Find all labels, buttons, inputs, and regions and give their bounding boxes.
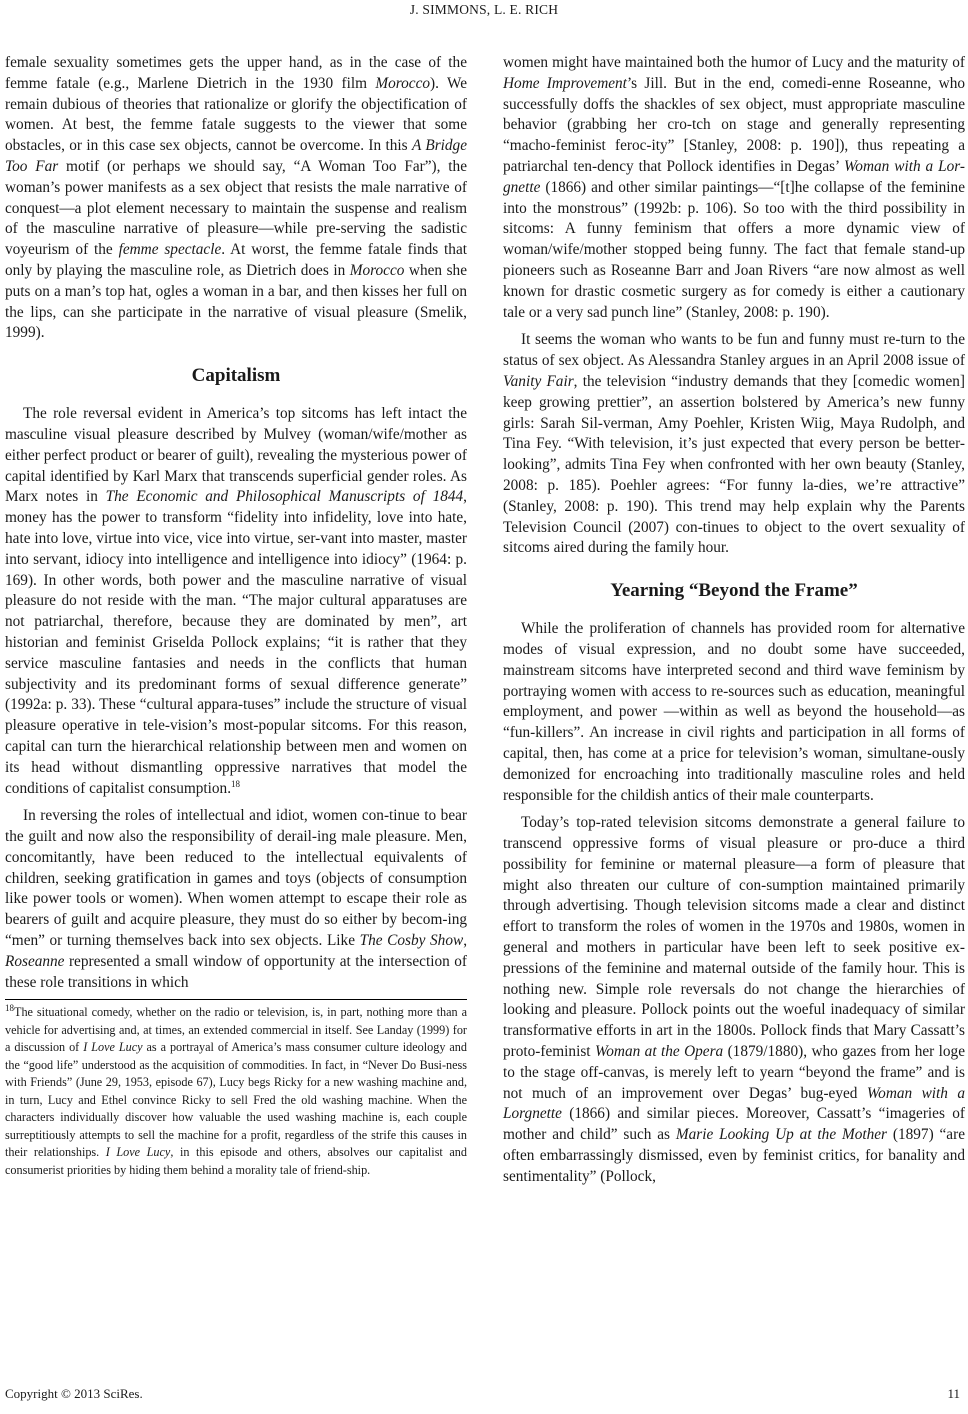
text-run: female sexuality sometimes gets the upper hand, as in the case of the femme fatale (e.g., Marlene Dietrich in the 1930 film <box>5 54 467 92</box>
italic-title: Morocco <box>375 74 431 92</box>
footnote-ref: 18 <box>231 778 241 789</box>
footnote-divider <box>5 999 467 1000</box>
italic-title: I Love Lucy <box>83 1040 143 1055</box>
italic-title: I Love Lucy <box>105 1145 171 1160</box>
italic-title: Vanity Fair <box>503 372 574 390</box>
paragraph <box>503 813 965 1187</box>
text-run: when she puts on a man’s top hat, ogles a woman in a bar, and then kisses her full on the lips, can she participate in the narrative of visual pleasure (Smelik, 1999). <box>5 261 467 342</box>
text-run: women might have maintained both the humor of Lucy and the maturity of <box>503 54 965 71</box>
copyright-notice: Copyright © 2013 SciRes. <box>5 1386 143 1401</box>
paragraph <box>503 53 965 323</box>
page-number: 11 <box>947 1386 960 1401</box>
text-run: While the proliferation of channels has provided room for alternative modes of visual expression, and no doubt some have succeeded, mainstream sitcoms have interpreted second and third wave feminism by portraying women with access to re-sources such as education, meaningful employment, and power —within as well as beyond the household—as “fun-killers”. An increase in civil rights and participation in all forms of capital, then, has come at a price for television’s woman, simultane-ously demonized for encroaching into traditionally masculine roles and held responsible for the childish antics of their male counterparts. <box>503 620 965 804</box>
paragraph <box>5 53 467 344</box>
left-column <box>5 53 467 1179</box>
text-run: , money has the power to transform “fidelity into infidelity, love into hate, hate into love, virtue into vice, vice into virtue, ser-vant into master, master into servant, idiocy into intelligence and intelligence into idiocy” (1964: p. 169). In other words, both power and the masculine narrative of visual pleasure do not reside with the man. “The major cultural apparatuses are not patriarchal, therefore, because they are dominated by men”, art historian and feminist Griselda Pollock explains; “it is rather that they service masculine fantasies and needs in the conflicts that human subjectivity and its predominant forms of sexual difference generate” (1992a: p. 33). These “cultural appara-tuses” include the structure of visual pleasure operative in tele-vision’s most-popular sitcoms. For this reason, capital can turn the hierarchical relationship between men and women on its head without dismantling oppressive narratives that model the conditions of capitalist consumption. <box>5 488 467 797</box>
italic-title: The Cosby Show <box>359 932 464 950</box>
text-run: (1897) “are often embarrassingly dismissed, even by feminist critics, for banality and sentimentality” (Pollock, <box>503 1126 965 1185</box>
footnote <box>5 1004 467 1179</box>
text-run: It seems the woman who wants to be fun and funny must re-turn to the status of sex object. As Alessandra Stanley argues in an April 2008 issue of <box>503 331 965 370</box>
italic-title: The Economic and Philosophical Manuscripts of 1844 <box>105 488 464 506</box>
text-run: The situational comedy, whether on the radio or television, is, in part, nothing more than a vehicle for advertising and, at times, an extended commercial in itself. See Landay (1999) for a discussion of <box>5 1005 467 1055</box>
paragraph <box>503 330 965 559</box>
right-column <box>503 53 965 1188</box>
paragraph <box>5 806 467 993</box>
text-run: , <box>463 932 468 950</box>
text-run: , in this episode and others, absolves our capitalist and consumerist priorities by hiding them behind a morality tale of friend-ship. <box>5 1145 467 1177</box>
text-run: as a portrayal of America’s mass consumer culture ideology and the “good life” understood as the acquisition of commodities. In fact, in “Never Do Busi-ness with Friends” (June 29, 1953, episode 67), Lucy begs Ricky for a new washing machine and, in turn, Lucy and Ethel convince Ricky to sell Fred the old washing machine. When the characters individually discover how valuable the used washing machine is, each couple surreptitiously attempts to sell the machine for a profit, regardless of the strife this causes in their relationships. <box>5 1040 467 1160</box>
text-run: (1866) and other similar paintings—“[t]he collapse of the feminine into the monstrous” (1992b: p. 106). So too with the third possibility in sitcoms: A funny feminism that offers a more dynamic view of woman/wife/mother stopped being funny. The fact that female stand-up pioneers such as Roseanne Barr and Joan Rivers “are now almost as well known for drastic cosmetic surgery as for comedy is either a cautionary tale or a very sad punch line” (Stanley, 2008: p. 190). <box>503 178 965 321</box>
italic-title: A Bridge Too Far <box>5 137 467 175</box>
italic-term: femme spectacle <box>118 241 222 259</box>
text-run: In reversing the roles of intellectual and idiot, women con-tinue to bear the guilt and now also the responsibility of derail-ing male pleasure. Men, concomitantly, have been reduced to the intellectual equivalents of children, seeking gratification in games and toys (objects of consumption like power tools or women). When women attempt to escape their role as bearers of guilt and acquire pleasure, they must do so either by becom-ing “men” or turning themselves back into sex objects. Like <box>5 807 467 950</box>
text-run: motif (or perhaps we should say, “A Woman Too Far”), the woman’s power manifests as a sex object that resists the male narrative of conquest—a plot element necessary to maintain the suspense and realism of the masculine narrative of pleasure—while pre-serving the sadistic voyeurism of the <box>5 157 467 259</box>
text-run: The role reversal evident in America’s top sitcoms has left intact the masculine visual pleasure described by Mulvey (woman/wife/mother as either perfect product or bearer of guilt), revealing the mysterious power of capital identified by Karl Marx that transcends superficial gender roles. As Marx notes in <box>5 405 467 506</box>
text-run: Today’s top-rated television sitcoms demonstrate a general failure to transcend oppressive forms of visual pleasure or pro-duce a third possibility for feminine or maternal pleasure—a form of pleasure that might also threaten our culture of con-sumption maintained primarily through advertising. Though television sitcoms made a clear and distinct effort to transform the roles of women in the 1970s and 1980s, women in general and mothers in particular have been left to seek positive ex-pressions of the feminine and maternal outside of the family hour. This is nothing new. Simple role reversals do not change the hierarchies of looking and pleasure. Pollock points out the woeful inadequacy of similar transformative efforts in art in the 1800s. Pollock finds that Mary Cassatt’s proto-feminist <box>503 814 965 1061</box>
text-run: . At worst, the femme fatale finds that only by playing the masculine role, as Dietrich does in <box>5 241 467 279</box>
running-head: J. SIMMONS, L. E. RICH <box>409 2 559 17</box>
section-heading-capitalism: Capitalism <box>191 365 281 387</box>
text-run: (1866) and similar pieces. Moreover, Cassatt’s “imageries of mother and child” such as <box>503 1105 965 1144</box>
italic-title: Woman with a Lorgnette <box>503 1084 965 1123</box>
italic-title: Woman with a Lor-gnette <box>503 157 966 196</box>
paragraph <box>503 619 965 806</box>
text-run: , the television “industry demands that they [comedic women] keep growing prettier”, an assertion bolstered by America’s new funny girls: Sarah Sil-verman, Amy Poehler, Kristen Wiig, Maya Rudolph, and Tina Fey. “With television, it’s just expected that every person be better-looking”, admits Tina Fey when confronted with her own beauty (Stanley, 2008: p. 185). Poehler agrees: “For funny la-dies, we’re attractive” (Stanley, 2008: p. 190). This trend may help explain why the Parents Television Council (2007) con-tinues to object to the overt sexuality of sitcoms aired during the family hour. <box>503 372 965 557</box>
text-run: represented a small window of opportunity at the intersection of these role transitions in which <box>5 952 467 991</box>
text-run: ). We remain dubious of theories that rationalize or glorify the objectification of women. At best, the femme fatale suggests to the viewer that some obstacles, or in this case sex objects, cannot be overcome. In this <box>5 74 468 155</box>
italic-title: Morocco <box>349 261 405 279</box>
text-run: ’s Jill. But in the end, comedi-enne Roseanne, who successfully doffs the shackles of sex object, must appropriate masculine behavior (grabbing her cro-tch on stage and generally representing “macho-feminist feroc-ity” [Stanley, 2008: p. 190]), thus repeating a patriarchal ten-dency that Pollock identifies in Degas’ <box>503 74 965 175</box>
section-heading-beyond-the-frame: Yearning “Beyond the Frame” <box>610 580 858 602</box>
paragraph <box>5 404 467 799</box>
text-run: (1879/1880), who gazes from her loge to the stage off-canvas, is merely left to yearn “beyond the frame” and is not much of an improvement over Degas’ bug-eyed <box>503 1043 965 1102</box>
italic-title: Home Improvement <box>503 74 627 92</box>
italic-title: Marie Looking Up at the Mother <box>675 1126 888 1144</box>
footnote-marker: 18 <box>5 1003 14 1014</box>
italic-title: Woman at the Opera <box>594 1043 724 1061</box>
italic-title: Roseanne <box>5 952 65 970</box>
